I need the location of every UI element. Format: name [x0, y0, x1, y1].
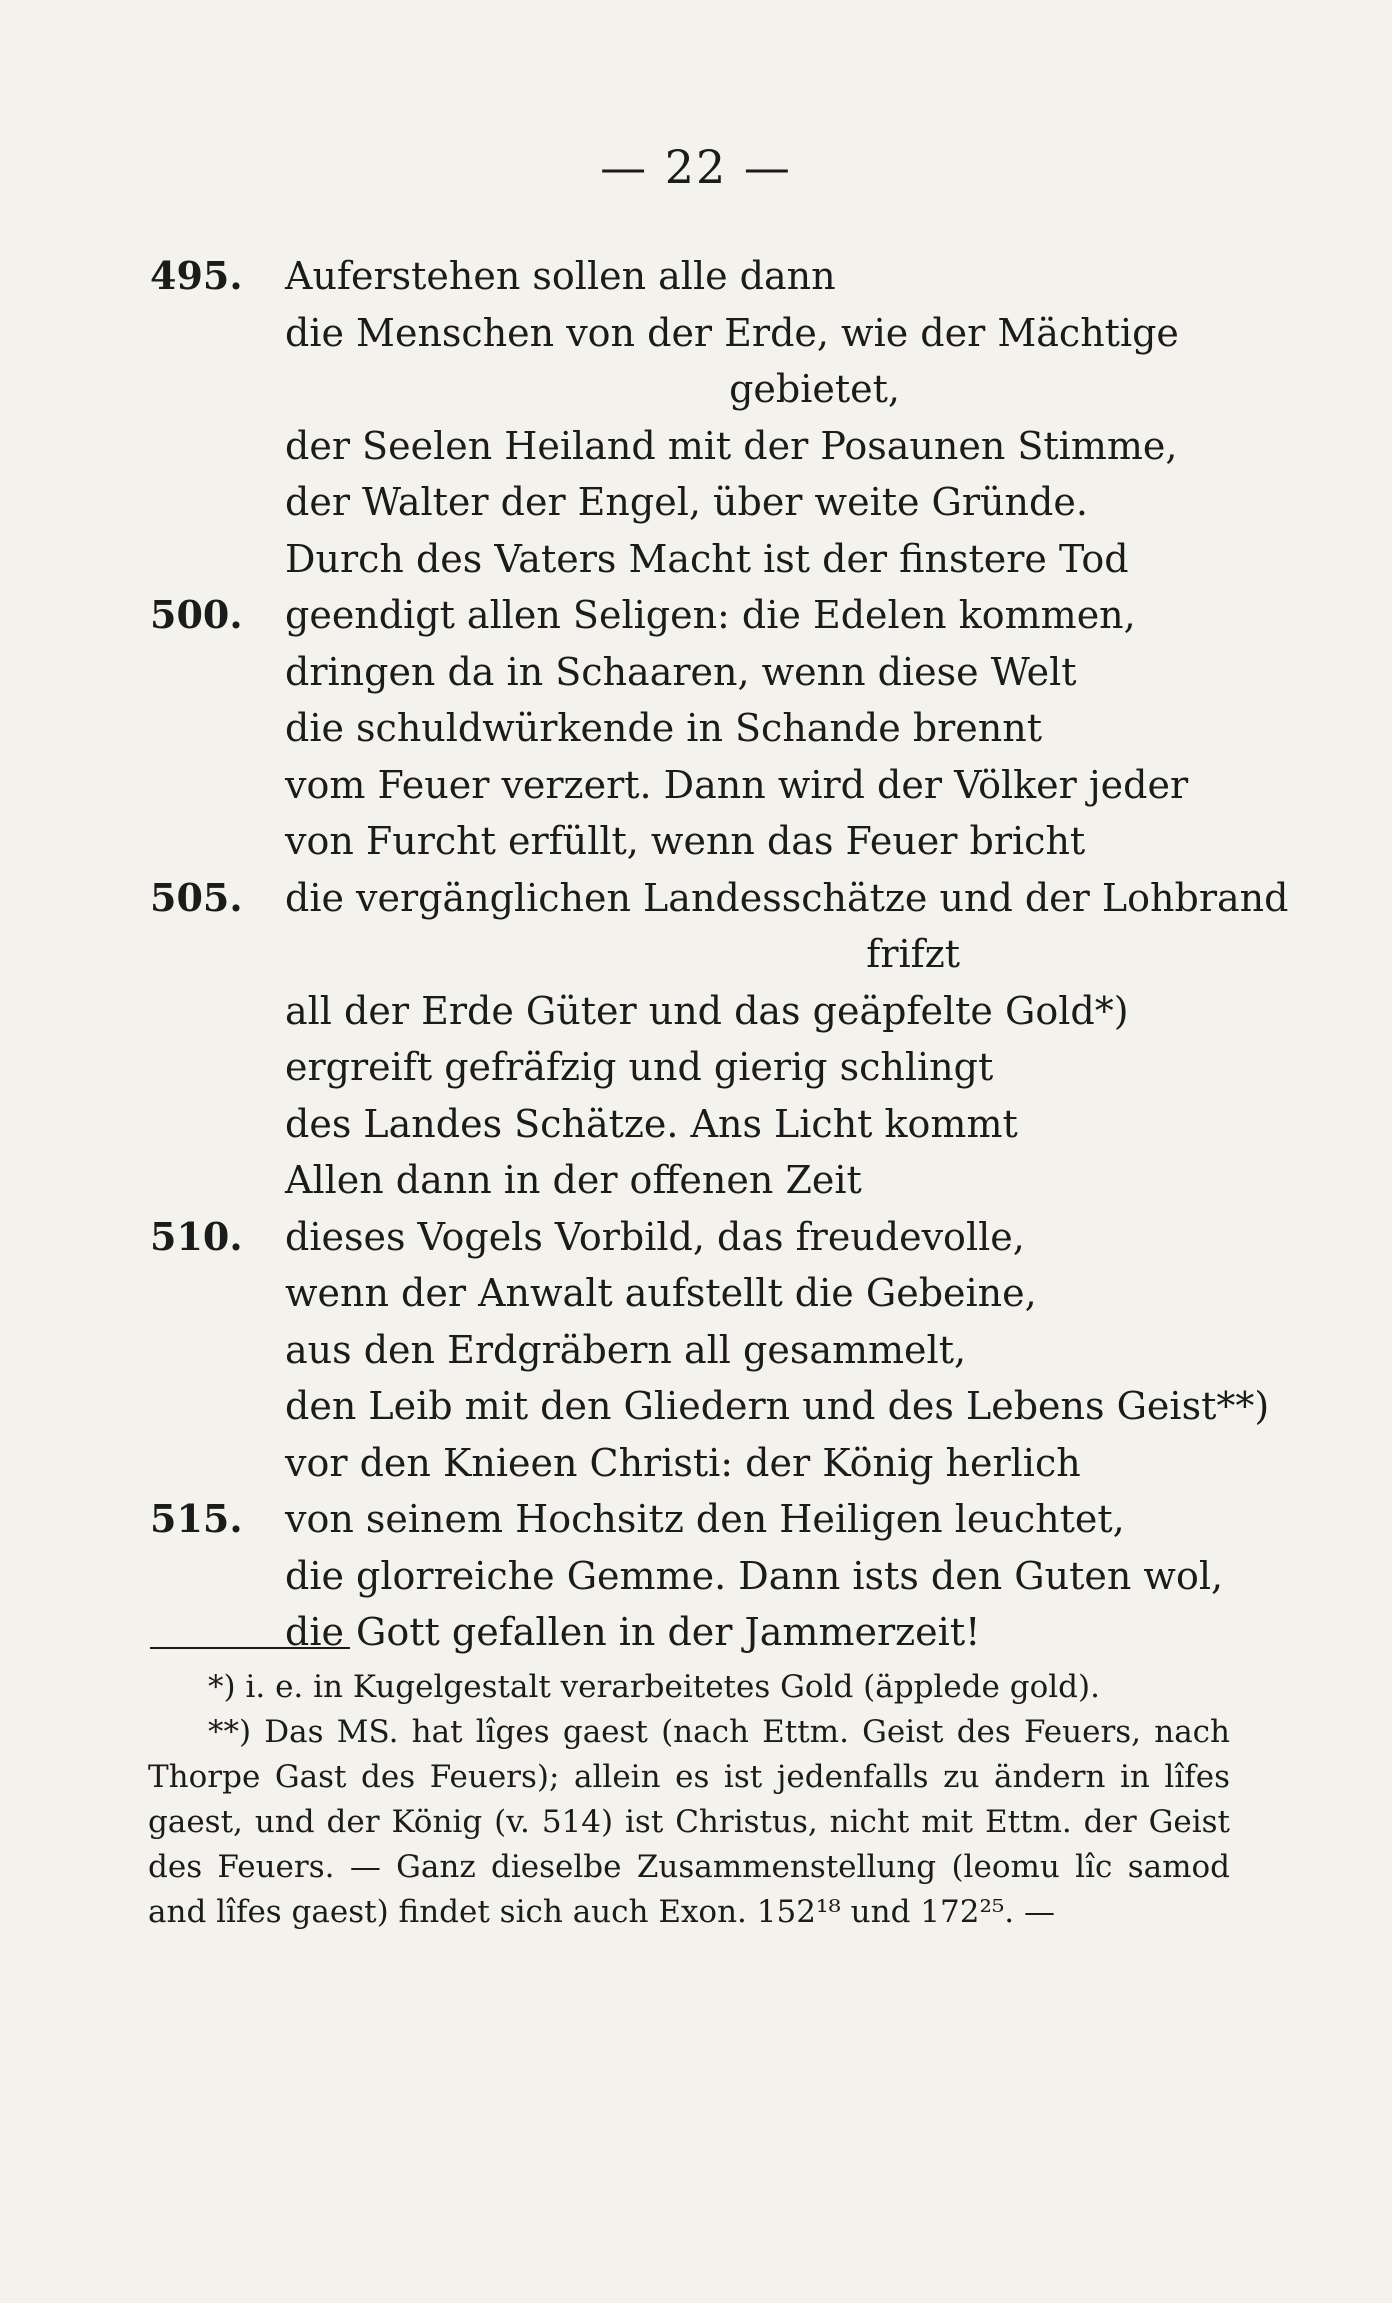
verse-line — [150, 248, 1270, 305]
verse-line — [150, 587, 1270, 644]
verse-text: die Gott gefallen in der Jammerzeit! — [285, 1610, 981, 1654]
verse-text: die glorreiche Gemme. Dann ists den Guten wol, — [285, 1553, 1224, 1598]
verse-text: dieses Vogels Vorbild, das freudevolle, — [285, 1214, 1025, 1259]
verse-text: des Landes Schätze. Ans Licht kommt — [285, 1101, 1018, 1146]
verse-line — [150, 1604, 1270, 1661]
verse-number: 495. — [150, 253, 243, 298]
verse-line — [150, 1548, 1270, 1605]
verse-number: 505. — [150, 874, 243, 920]
verse-line — [150, 1096, 1270, 1153]
verse-line — [150, 531, 1270, 588]
verse-line — [150, 700, 1270, 757]
verse-line — [150, 926, 1270, 983]
verse-text: von Furcht erfüllt, wenn das Feuer bricht — [285, 819, 1086, 863]
footnote-divider — [150, 1647, 350, 1649]
verse-number: 500. — [150, 592, 243, 637]
footnote — [148, 1710, 1230, 1935]
verse-text: all der Erde Güter und das geäpfelte Gold*) — [285, 988, 1129, 1033]
verse-number: 515. — [150, 1496, 243, 1541]
verse-text: vor den Knieen Christi: der König herlich — [285, 1440, 1081, 1485]
verse-text: von seinem Hochsitz den Heiligen leuchtet, — [285, 1497, 1125, 1541]
verse-continuation: gebietet, — [729, 367, 900, 411]
verse-text: ergreift gefräfzig und gierig schlingt — [285, 1045, 994, 1089]
verse-text: der Seelen Heiland mit der Posaunen Stimme, — [285, 423, 1178, 468]
verse-line — [150, 1491, 1270, 1548]
verse-text: Allen dann in der offenen Zeit — [285, 1158, 862, 1202]
verse-text: wenn der Anwalt aufstellt die Gebeine, — [285, 1271, 1037, 1315]
verse-line — [150, 1435, 1270, 1492]
verse-continuation: frifzt — [866, 932, 960, 976]
footnote — [148, 1665, 1230, 1710]
verse-line — [150, 813, 1270, 870]
verse-number: 510. — [150, 1213, 243, 1259]
verse-line — [150, 1378, 1270, 1435]
footnotes — [148, 1665, 1230, 1935]
verse-line — [150, 983, 1270, 1040]
verse-line — [150, 644, 1270, 701]
page-number: — 22 — — [600, 140, 792, 194]
verse-line — [150, 1265, 1270, 1322]
verse-line — [150, 361, 1270, 418]
verse-text: die vergänglichen Landesschätze und der Lohbrand — [285, 875, 1289, 920]
footnote-text: **) Das MS. hat lîges gaest (nach Ettm. Geist des Feuers, nach Thorpe Gast des Feuers); allein es ist jedenfalls zu ändern in lîfes gaest, und der König (v. 514) ist Christus, nicht mit Ettm. der Geist des Feuers. — Ganz dieselbe Zusammenstellung (leomu lîc samod and lîfes gaest) findet sich auch Exon. 152¹⁸ und 172²⁵. — — [148, 1714, 1230, 1930]
verse-line — [150, 870, 1289, 927]
verse-text: Durch des Vaters Macht ist der finstere Tod — [285, 536, 1129, 581]
verse-text: die schuldwürkende in Schande brennt — [285, 706, 1043, 750]
verse-line — [150, 1209, 1270, 1266]
verse-text: aus den Erdgräbern all gesammelt, — [285, 1327, 967, 1372]
verse-text: der Walter der Engel, über weite Gründe. — [285, 480, 1088, 524]
verse-line — [150, 1322, 1270, 1379]
verse-text: Auferstehen sollen alle dann — [285, 254, 836, 298]
verse-text: vom Feuer verzert. Dann wird der Völker jeder — [285, 762, 1189, 807]
verse-line — [150, 1039, 1270, 1096]
verse-text: dringen da in Schaaren, wenn diese Welt — [285, 649, 1077, 694]
footnote-text: *) i. e. in Kugelgestalt verarbeitetes Gold (äpplede gold). — [208, 1669, 1100, 1705]
verse-line — [150, 418, 1270, 475]
verse-line — [150, 474, 1270, 531]
verse-text: die Menschen von der Erde, wie der Mächtige — [285, 310, 1179, 355]
verse-text: den Leib mit den Gliedern und des Lebens Geist**) — [285, 1384, 1270, 1428]
verse-block — [150, 248, 1289, 1661]
verse-line — [150, 305, 1270, 362]
verse-line — [150, 757, 1270, 814]
verse-text: geendigt allen Seligen: die Edelen kommen, — [285, 593, 1136, 637]
verse-line — [150, 1152, 1270, 1209]
